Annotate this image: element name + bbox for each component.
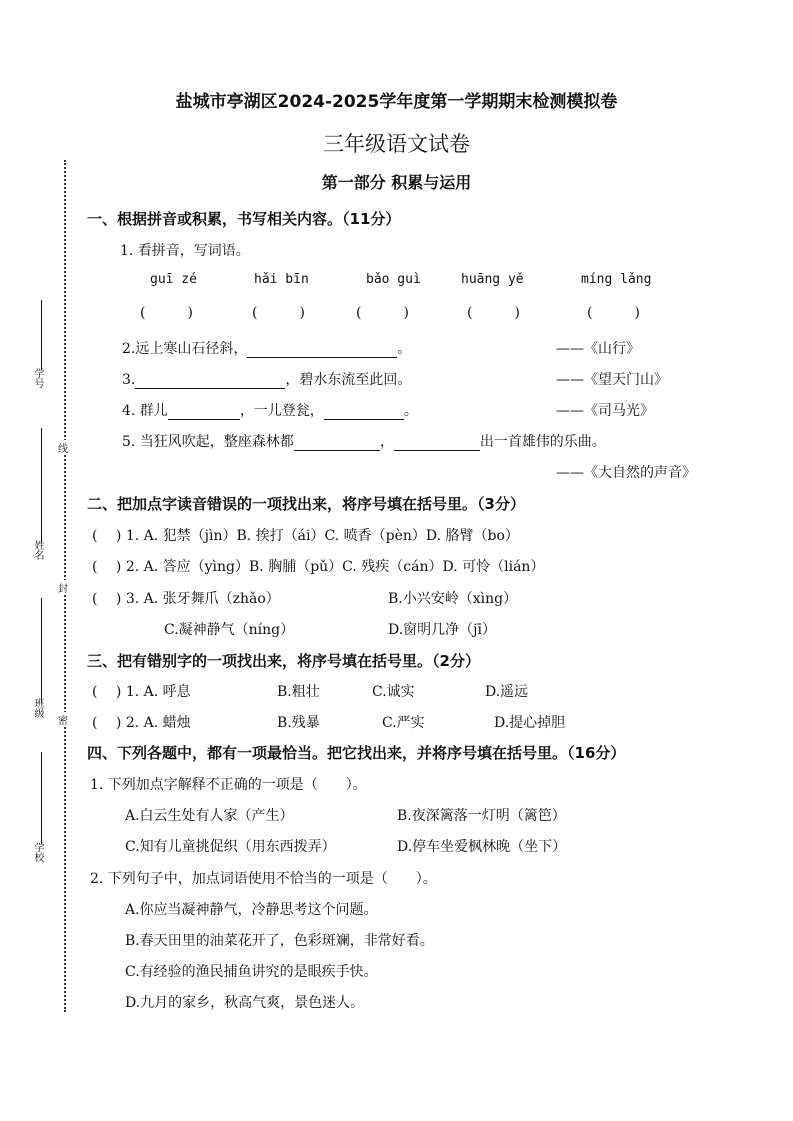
q3-row-1-b: B.粗壮: [277, 684, 320, 700]
q3-row-2: ( ) 2. A. 蜡烛: [92, 715, 191, 731]
q2-heading: 二、把加点字读音错误的一项找出来，将序号填在括号里。（3分）: [87, 495, 525, 513]
q2-item-3-c: C.凝神静气（níng）: [164, 622, 295, 638]
q1-sub1: 1. 看拼音，写词语。: [120, 243, 250, 259]
student-number-line: [41, 300, 42, 370]
q4-q2-option-a: A.你应当凝神静气，冷静思考这个问题。: [125, 902, 378, 918]
fill-blank[interactable]: [247, 343, 397, 358]
binding-char-secret: 密: [58, 712, 68, 727]
fill-blank[interactable]: [394, 436, 480, 451]
q1-line-5: [122, 431, 606, 451]
q2-item-2: ( ) 2. A. 答应（yìng）B. 胸脯（pǔ）C. 残疾（cán）D. 可怜（lián）: [92, 559, 545, 575]
pinyin-4: huāng yě: [461, 272, 524, 287]
pinyin-2: hǎi bīn: [254, 272, 309, 287]
answer-paren-1[interactable]: ( ): [140, 305, 193, 321]
poem-text: ，一儿登瓮，: [239, 403, 324, 419]
sentence-text: ，: [379, 434, 394, 450]
pinyin-1: guī zé: [150, 272, 197, 287]
exam-title: 盐城市亭湖区2024-2025学年度第一学期期末检测模拟卷: [175, 92, 618, 112]
source-1: ——《山行》: [556, 341, 640, 357]
q1-line-3: [122, 369, 411, 389]
poem-text: 。: [397, 341, 412, 357]
pinyin-3: bǎo guì: [366, 272, 421, 287]
answer-paren-3[interactable]: ( ): [356, 305, 409, 321]
poem-text: 2.远上寒山石径斜，: [122, 341, 248, 357]
poem-text: 4. 群儿: [122, 403, 168, 419]
answer-paren-5[interactable]: ( ): [587, 305, 640, 321]
answer-paren-2[interactable]: ( ): [252, 305, 305, 321]
q4-q1-option-c: C.知有儿童挑促织（用东西拨弄）: [125, 839, 336, 855]
q4-q1-option-d: D.停车坐爱枫林晚（坐下）: [397, 839, 567, 855]
source-3: ——《司马光》: [556, 403, 654, 419]
poem-text: 3.: [122, 372, 136, 388]
answer-paren-4[interactable]: ( ): [467, 305, 520, 321]
q1-line-4: [122, 400, 418, 420]
school-line: [41, 752, 42, 844]
q3-row-2-b: B.残暴: [277, 715, 320, 731]
student-number-label: 学号: [32, 368, 43, 388]
school-label: 学校: [32, 842, 43, 862]
name-label: 姓名: [32, 540, 43, 560]
q4-q2-option-c: C.有经验的渔民捕鱼讲究的是眼疾手快。: [125, 964, 378, 980]
q2-item-3-b: B.小兴安岭（xìng）: [388, 591, 518, 607]
sentence-text: 出一首雄伟的乐曲。: [479, 434, 606, 450]
q4-q2-option-b: B.春天田里的油菜花开了，色彩斑斓，非常好看。: [125, 933, 434, 949]
q1-heading: 一、根据拼音或积累，书写相关内容。（11分）: [87, 210, 401, 228]
source-4: ——《大自然的声音》: [556, 465, 696, 481]
q3-row-2-c: C.严实: [382, 715, 425, 731]
fill-blank[interactable]: [168, 405, 240, 420]
poem-text: ，碧水东流至此回。: [285, 372, 412, 388]
fill-blank[interactable]: [324, 405, 404, 420]
q1-line-2: [122, 338, 411, 358]
q4-q2-option-d: D.九月的家乡，秋高气爽，景色迷人。: [125, 995, 365, 1011]
q3-heading: 三、把有错别字的一项找出来，将序号填在括号里。（2分）: [87, 652, 480, 670]
q4-heading: 四、下列各题中，都有一项最恰当。把它找出来，并将序号填在括号里。（16分）: [87, 744, 626, 762]
q4-question-1: 1. 下列加点字解释不正确的一项是（ ）。: [90, 777, 367, 793]
part-title: 第一部分 积累与运用: [321, 173, 472, 192]
sentence-text: 5. 当狂风吹起，整座森林都: [122, 434, 294, 450]
pinyin-5: míng lǎng: [581, 272, 652, 287]
q3-row-2-d: D.提心掉胆: [494, 715, 566, 731]
fill-blank[interactable]: [135, 374, 285, 389]
name-line: [41, 428, 42, 543]
q4-question-2: 2. 下列句子中，加点词语使用不恰当的一项是（ ）。: [90, 871, 437, 887]
q3-row-1: ( ) 1. A. 呼息: [92, 684, 191, 700]
binding-char-seal: 封: [58, 580, 68, 595]
exam-subtitle: 三年级语文试卷: [323, 132, 470, 156]
binding-char-line: 线: [58, 440, 68, 455]
q2-item-1: ( ) 1. A. 犯禁（jìn）B. 挨打（ái）C. 喷香（pèn）D. 胳臂（bo）: [92, 528, 519, 544]
q4-q1-option-b: B.夜深篱落一灯明（篱笆）: [397, 808, 566, 824]
q3-row-1-d: D.遥远: [485, 684, 529, 700]
source-2: ——《望天门山》: [556, 372, 668, 388]
q2-item-3: ( ) 3. A. 张牙舞爪（zhǎo）: [92, 591, 280, 607]
poem-text: 。: [403, 403, 418, 419]
fill-blank[interactable]: [294, 436, 380, 451]
q4-q1-option-a: A.白云生处有人家（产生）: [125, 808, 294, 824]
q2-item-3-d: D.窗明几净（jī）: [388, 622, 496, 638]
q3-row-1-c: C.诚实: [372, 684, 415, 700]
class-label: 班级: [32, 698, 43, 718]
class-line: [41, 598, 42, 703]
